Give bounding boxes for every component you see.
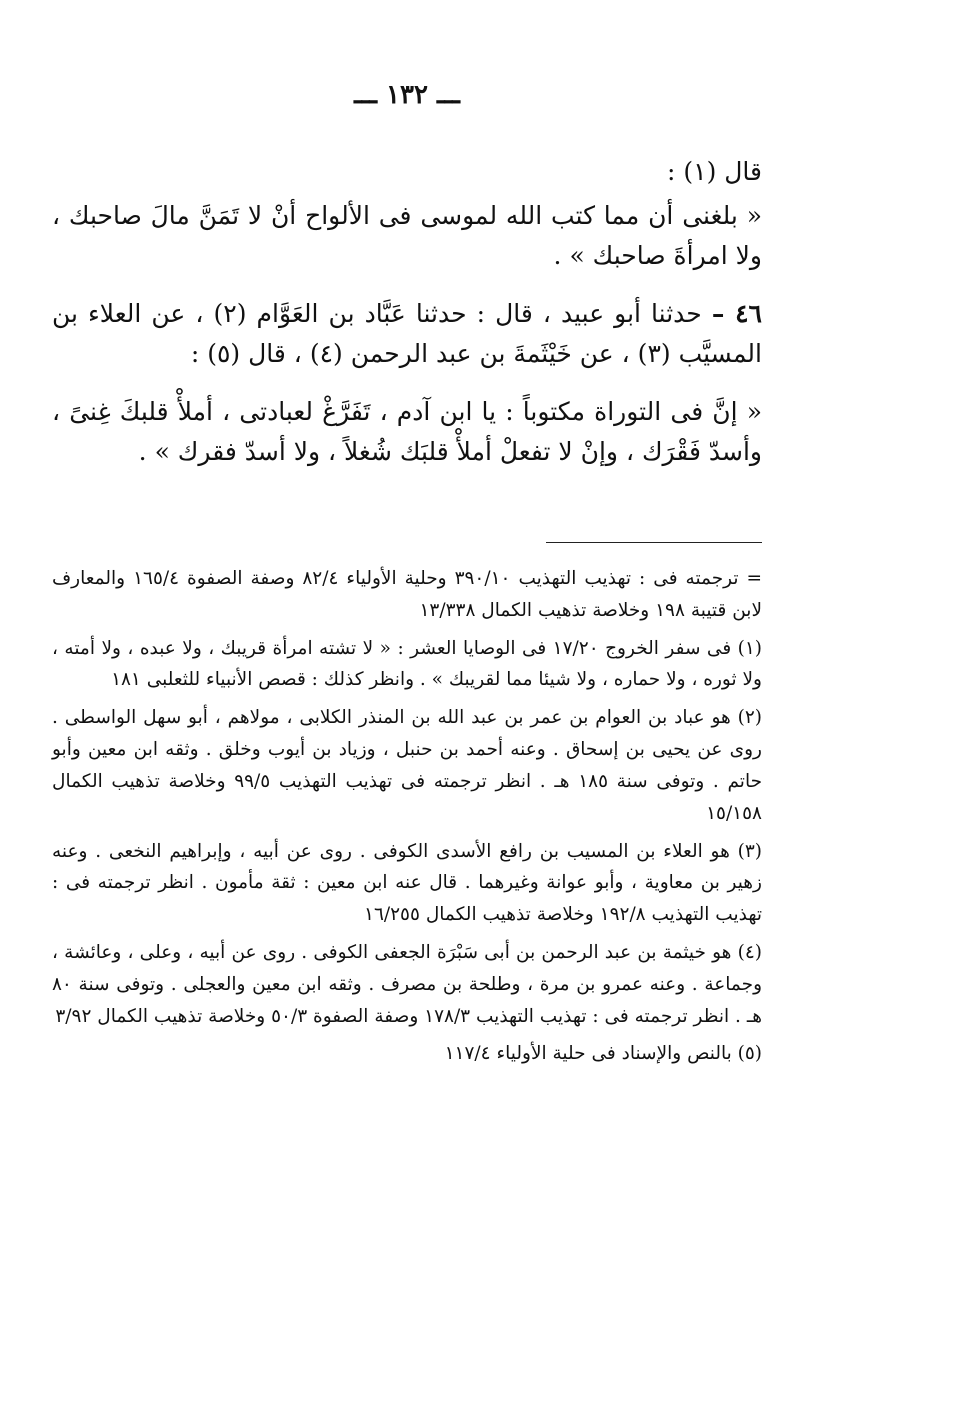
qala-intro: قال (١) :	[667, 157, 762, 186]
book-page	[52, 80, 762, 1076]
footnote-5: (٥) بالنص والإسناد فى حلية الأولياء ١١٧/٤	[444, 1043, 762, 1065]
footnote-divider	[546, 542, 762, 543]
page-number: ـــ ١٣٢ ـــ	[354, 80, 460, 110]
footnote-1: (١) فى سفر الخروج ١٧/٢٠ فى الوصايا العشر : « لا تشته امرأة قريبك ، ولا عبده ، ولا أمته ، ولا ثوره ، ولا حماره ، ولا شيئا مما لقريبك » . وانظر كذلك : قصص الأنبياء للثعلبى ١٨١	[52, 637, 762, 691]
hadith-number: ٤٦ –	[711, 299, 762, 328]
hadith-46	[52, 294, 762, 374]
quote-tablets: « بلغنى أن مما كتب الله لموسى فى الألواح أنْ لا تَمَنَّ مالَ صاحبك ، ولا امرأةَ صاحبك » .	[52, 201, 762, 270]
footnote-3: (٣) هو العلاء بن المسيب بن رافع الأسدى الكوفى . روى عن أبيه ، وإبراهيم النخعى . وعنه زهير بن معاوية ، وأبو عوانة وغيرهما . قال عنه ابن معين : ثقة مأمون . انظر ترجمته فى : تهذيب التهذيب ١٩٢/٨ وخلاصة تذهيب الكمال ١٦/٢٥٥	[52, 840, 762, 926]
footnote-4: (٤) هو خيثمة بن عبد الرحمن بن أبى سَبْرَة الجعفى الكوفى . روى عن أبيه ، وعلى ، وعائشة ، وجماعة . وعنه عمرو بن مرة ، وطلحة بن مصرف . وثقه ابن معين والعجلى . وتوفى سنة ٨٠ هـ . انظر ترجمته فى : تهذيب التهذيب ١٧٨/٣ وصفة الصفوة ٥٠/٣ وخلاصة تذهيب الكمال ٣/٩٢	[52, 941, 762, 1027]
footnote-2: (٢) هو عباد بن العوام بن عمر بن عبد الله بن المنذر الكلابى ، مولاهم ، أبو سهل الواسطى . روى عن يحيى بن إسحاق . وعنه أحمد بن حنبل ، وزياد بن أيوب وخلق . وثقه ابن معين وأبو حاتم . وتوفى سنة ١٨٥ هـ . انظر ترجمته فى تهذيب التهذيب ٩٩/٥ وخلاصة تذهيب الكمال ١٥/١٥٨	[52, 707, 763, 824]
footnote-continuation: = ترجمته فى : تهذيب التهذيب ٣٩٠/١٠ وحلية الأولياء ٨٢/٤ وصفة الصفوة ١٦٥/٤ والمعارف لابن قتيبة ١٩٨ وخلاصة تذهيب الكمال ١٣/٣٣٨	[52, 568, 762, 621]
main-text	[52, 152, 762, 472]
hadith-isnad: حدثنا أبو عبيد ، قال : حدثنا عَبَّاد بن العَوَّام (٢) ، عن العلاء بن المسيَّب (٣) ، عن خَيْثَمةَ بن عبد الرحمن (٤) ، قال (٥) :	[52, 299, 762, 368]
footnotes	[52, 563, 762, 1070]
quote-torah: « إنَّ فى التوراة مكتوباً : يا ابن آدم ، تَفَرَّغْ لعبادتى ، أملأْ قلبكَ غِنىً ، وأسدّ فَقْرَك ، وإنْ لا تفعلْ أملأْ قلبَك شُغلاً ، ولا أسدّ فقرك » .	[52, 397, 762, 466]
